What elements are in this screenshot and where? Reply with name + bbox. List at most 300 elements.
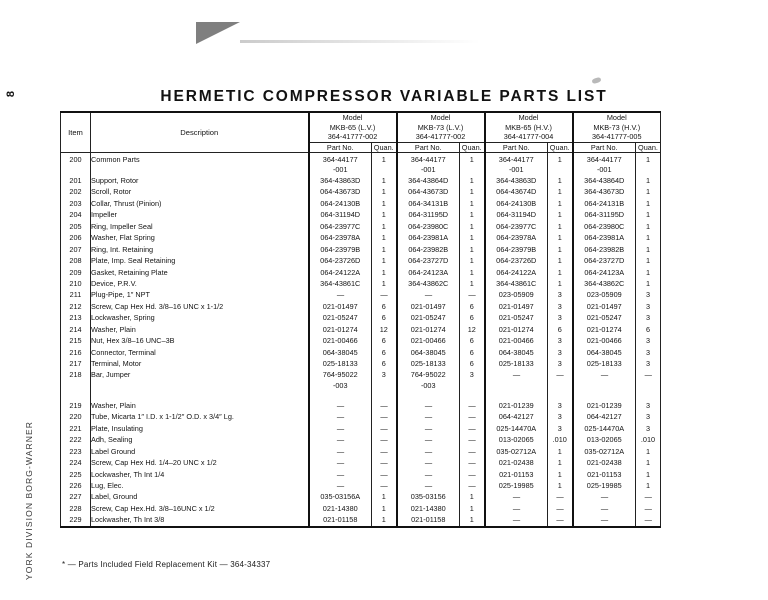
cell-quantity: 1 — [636, 445, 661, 456]
cell-part-number: 035-03156A — [309, 491, 372, 502]
table-header — [61, 112, 661, 153]
cell-quantity: 3 — [548, 335, 573, 346]
cell-description: Scroll, Rotor — [91, 186, 309, 197]
cell-quantity: 1 — [372, 243, 397, 254]
table-row — [61, 153, 661, 165]
cell-quantity: 3 — [636, 301, 661, 312]
cell-part-number: 013-02065 — [573, 434, 636, 445]
cell-description: Washer, Flat Spring — [91, 232, 309, 243]
cell-quantity: 3 — [636, 423, 661, 434]
cell-part-number: 025-14470A — [485, 423, 548, 434]
cell-part-number: — — [309, 423, 372, 434]
cell-item-number: 211 — [61, 289, 91, 300]
cell-item-number: 228 — [61, 503, 91, 514]
cell-description: Support, Rotor — [91, 175, 309, 186]
cell-part-number: 025-18133 — [573, 358, 636, 369]
cell-quantity: 1 — [372, 266, 397, 277]
cell-part-number: — — [397, 445, 460, 456]
cell-quantity: .010 — [548, 434, 573, 445]
table-row — [61, 400, 661, 411]
model-header-3 — [485, 112, 573, 142]
table-row — [61, 221, 661, 232]
table-row — [61, 369, 661, 380]
cell-quantity: 1 — [372, 491, 397, 502]
cell-quantity: — — [548, 503, 573, 514]
cell-quantity: 1 — [460, 514, 485, 526]
cell-description-continuation — [91, 381, 309, 391]
cell-description: Tube, Micarta 1″ I.D. x 1-1/2″ O.D. x 3/4″ Lg. — [91, 411, 309, 422]
cell-part-number: 064-31195D — [573, 209, 636, 220]
table-row — [61, 266, 661, 277]
model-number-2: 364-41777-002 — [415, 132, 466, 142]
cell-quantity: — — [372, 480, 397, 491]
scan-artifact-speck — [591, 77, 601, 85]
cell-quantity: 1 — [636, 480, 661, 491]
cell-quantity: — — [460, 457, 485, 468]
cell-quantity: 1 — [636, 232, 661, 243]
cell-part-number: — — [309, 434, 372, 445]
cell-description: Washer, Plain — [91, 400, 309, 411]
column-header-quan-4: Quan. — [636, 142, 661, 153]
cell-item-number: 208 — [61, 255, 91, 266]
cell-part-number: 021-02438 — [485, 457, 548, 468]
cell-item-number: 202 — [61, 186, 91, 197]
cell-part-number: 021-01497 — [573, 301, 636, 312]
column-header-part-no-1: Part No. — [309, 142, 372, 153]
cell-quantity: 3 — [636, 335, 661, 346]
cell-quantity: — — [636, 491, 661, 502]
cell-description: Device, P.R.V. — [91, 278, 309, 289]
spacer-cell — [636, 391, 661, 400]
table-row — [61, 346, 661, 357]
model-header-1 — [309, 112, 397, 142]
cell-item-number: 209 — [61, 266, 91, 277]
cell-quantity: — — [460, 434, 485, 445]
cell-quantity-continuation — [548, 165, 573, 175]
cell-part-number: 025-14470A — [573, 423, 636, 434]
cell-quantity: 1 — [372, 503, 397, 514]
cell-description: Screw, Cap Hex.Hd. 3/8–16UNC x 1/2 — [91, 503, 309, 514]
cell-part-number: 025-19985 — [485, 480, 548, 491]
cell-part-number: 064-24130B — [485, 198, 548, 209]
cell-quantity: 3 — [460, 369, 485, 380]
cell-quantity: 6 — [460, 346, 485, 357]
cell-quantity: 1 — [460, 491, 485, 502]
table-row — [61, 232, 661, 243]
cell-part-number: 021-00466 — [485, 335, 548, 346]
cell-part-number: — — [573, 369, 636, 380]
cell-item-number: 217 — [61, 358, 91, 369]
cell-part-number-suffix: -001 — [485, 165, 548, 175]
cell-part-number: 021-01274 — [573, 324, 636, 335]
cell-part-number: 025-18133 — [397, 358, 460, 369]
spacer-cell — [460, 391, 485, 400]
cell-item-number: 224 — [61, 457, 91, 468]
cell-quantity: 1 — [548, 445, 573, 456]
cell-quantity: 3 — [372, 369, 397, 380]
cell-description: Lockwasher, Th Int 1/4 — [91, 468, 309, 479]
cell-part-number-suffix: -001 — [573, 165, 636, 175]
spacer-cell — [91, 391, 309, 400]
cell-part-number: 064-24123A — [397, 266, 460, 277]
cell-part-number: 064-31194D — [309, 209, 372, 220]
cell-quantity: 3 — [548, 346, 573, 357]
column-header-part-no-3: Part No. — [485, 142, 548, 153]
cell-part-number: 064-23982B — [573, 243, 636, 254]
cell-quantity: 3 — [548, 400, 573, 411]
cell-quantity: 3 — [548, 358, 573, 369]
spacer-cell — [397, 391, 460, 400]
cell-description: Impeller — [91, 209, 309, 220]
cell-part-number: 021-02438 — [573, 457, 636, 468]
cell-description: Plug-Pipe, 1″ NPT — [91, 289, 309, 300]
model-number-1: 364-41777-002 — [327, 132, 378, 142]
cell-part-number: — — [309, 411, 372, 422]
cell-quantity: 1 — [636, 278, 661, 289]
cell-part-number: 064-23726D — [309, 255, 372, 266]
cell-description: Adh, Sealing — [91, 434, 309, 445]
cell-quantity: — — [548, 369, 573, 380]
cell-part-number: 021-01274 — [485, 324, 548, 335]
cell-quantity: 1 — [548, 457, 573, 468]
cell-part-number: 064-31195D — [397, 209, 460, 220]
cell-part-number: 021-01153 — [573, 468, 636, 479]
model-label-2: Model — [430, 113, 451, 122]
cell-part-number: — — [309, 400, 372, 411]
model-number-3: 364-41777-004 — [503, 132, 554, 142]
table-row — [61, 491, 661, 502]
cell-quantity: — — [372, 423, 397, 434]
model-name-3: MKB-65 (H.V.) — [505, 122, 552, 132]
table-row — [61, 457, 661, 468]
cell-part-number: 025-18133 — [309, 358, 372, 369]
cell-quantity: 1 — [372, 175, 397, 186]
cell-quantity: 3 — [548, 312, 573, 323]
table-row-continuation — [61, 165, 661, 175]
cell-part-number: 021-01239 — [573, 400, 636, 411]
cell-quantity: 1 — [372, 209, 397, 220]
cell-part-number: 064-42127 — [485, 411, 548, 422]
column-header-item: Item — [61, 112, 91, 153]
table-row — [61, 335, 661, 346]
cell-quantity: 6 — [460, 335, 485, 346]
cell-quantity: 1 — [548, 153, 573, 165]
table-row — [61, 434, 661, 445]
cell-quantity: 1 — [636, 198, 661, 209]
cell-quantity: 1 — [636, 175, 661, 186]
cell-part-number: 064-24131B — [573, 198, 636, 209]
cell-quantity-continuation — [372, 165, 397, 175]
cell-quantity: 1 — [636, 457, 661, 468]
table-row — [61, 301, 661, 312]
cell-part-number: 025-19985 — [573, 480, 636, 491]
cell-item-number: 225 — [61, 468, 91, 479]
table-row — [61, 411, 661, 422]
publisher-imprint: YORK DIVISION BORG-WARNER — [24, 421, 34, 580]
cell-part-number: — — [485, 491, 548, 502]
cell-part-number: — — [573, 503, 636, 514]
cell-part-number: 021-00466 — [309, 335, 372, 346]
cell-quantity: 6 — [372, 312, 397, 323]
cell-quantity: 3 — [548, 423, 573, 434]
cell-quantity: 1 — [636, 186, 661, 197]
cell-quantity: 1 — [372, 186, 397, 197]
cell-quantity: 6 — [372, 335, 397, 346]
cell-item-number: 218 — [61, 369, 91, 380]
table-body — [61, 153, 661, 527]
cell-part-number: 064-38045 — [309, 346, 372, 357]
cell-description: Washer, Plain — [91, 324, 309, 335]
cell-quantity: 12 — [372, 324, 397, 335]
cell-quantity: 1 — [548, 243, 573, 254]
cell-quantity: 3 — [636, 346, 661, 357]
cell-part-number: 364-43862C — [573, 278, 636, 289]
cell-quantity: — — [372, 289, 397, 300]
cell-part-number: 021-00466 — [397, 335, 460, 346]
cell-part-number: 064-38045 — [397, 346, 460, 357]
cell-part-number: — — [485, 369, 548, 380]
cell-part-number: 364-44177 — [309, 153, 372, 165]
cell-quantity: — — [460, 289, 485, 300]
cell-description: Ring, Impeller Seal — [91, 221, 309, 232]
cell-quantity: — — [636, 514, 661, 526]
cell-part-number: 364-43673D — [573, 186, 636, 197]
cell-part-number: 364-43861C — [485, 278, 548, 289]
table-row — [61, 198, 661, 209]
cell-quantity: 1 — [372, 514, 397, 526]
cell-item-number: 227 — [61, 491, 91, 502]
cell-item-number: 226 — [61, 480, 91, 491]
cell-quantity: — — [372, 468, 397, 479]
cell-part-number: — — [309, 480, 372, 491]
cell-quantity: 1 — [548, 278, 573, 289]
cell-quantity: 1 — [636, 468, 661, 479]
cell-item-number: 203 — [61, 198, 91, 209]
spacer-cell — [485, 391, 548, 400]
cell-quantity-continuation — [460, 165, 485, 175]
cell-quantity: — — [548, 514, 573, 526]
cell-quantity: 6 — [636, 324, 661, 335]
cell-item-number: 206 — [61, 232, 91, 243]
cell-part-number: 064-43673D — [309, 186, 372, 197]
cell-quantity: 1 — [548, 209, 573, 220]
cell-part-number: — — [573, 514, 636, 526]
cell-quantity: 1 — [636, 243, 661, 254]
cell-quantity: 1 — [636, 209, 661, 220]
cell-quantity: 1 — [548, 232, 573, 243]
cell-quantity: — — [372, 445, 397, 456]
cell-quantity: 1 — [460, 243, 485, 254]
cell-part-number: 064-34131B — [397, 198, 460, 209]
cell-part-number-suffix — [485, 381, 548, 391]
cell-part-number: 021-14380 — [309, 503, 372, 514]
cell-quantity: 3 — [636, 312, 661, 323]
cell-quantity: 1 — [460, 209, 485, 220]
cell-part-number: 064-23977C — [309, 221, 372, 232]
table-row — [61, 278, 661, 289]
cell-quantity: 1 — [372, 232, 397, 243]
cell-part-number-suffix: -003 — [397, 381, 460, 391]
cell-quantity-continuation — [460, 381, 485, 391]
cell-description: Collar, Thrust (Pinion) — [91, 198, 309, 209]
cell-description: Terminal, Motor — [91, 358, 309, 369]
cell-part-number: 025-18133 — [485, 358, 548, 369]
cell-item-number: 219 — [61, 400, 91, 411]
cell-part-number: 064-38045 — [573, 346, 636, 357]
cell-part-number: — — [309, 457, 372, 468]
cell-quantity: — — [372, 434, 397, 445]
cell-part-number: 064-23977C — [485, 221, 548, 232]
model-header-2 — [397, 112, 485, 142]
cell-part-number: 364-43864D — [397, 175, 460, 186]
page-title: HERMETIC COMPRESSOR VARIABLE PARTS LIST — [160, 88, 608, 105]
cell-part-number-suffix — [573, 381, 636, 391]
cell-quantity: 6 — [548, 324, 573, 335]
cell-item-number: 212 — [61, 301, 91, 312]
cell-item-number: 220 — [61, 411, 91, 422]
cell-part-number: — — [397, 434, 460, 445]
cell-part-number: 064-23979B — [309, 243, 372, 254]
cell-part-number: — — [485, 503, 548, 514]
cell-quantity: 1 — [372, 278, 397, 289]
table-spacer-row — [61, 391, 661, 400]
cell-item-number: 222 — [61, 434, 91, 445]
cell-quantity: 1 — [372, 153, 397, 165]
cell-part-number: 064-23978A — [309, 232, 372, 243]
cell-quantity: 1 — [460, 503, 485, 514]
cell-part-number: 021-01497 — [485, 301, 548, 312]
table-row — [61, 186, 661, 197]
cell-part-number: 023-05909 — [485, 289, 548, 300]
cell-part-number: — — [309, 445, 372, 456]
cell-part-number: — — [397, 480, 460, 491]
cell-quantity: — — [460, 411, 485, 422]
cell-part-number: 021-05247 — [485, 312, 548, 323]
cell-quantity: 1 — [460, 232, 485, 243]
cell-item-number-continuation — [61, 381, 91, 391]
table-row-continuation — [61, 381, 661, 391]
scan-artifact-triangle — [196, 22, 240, 44]
cell-quantity: 6 — [372, 358, 397, 369]
cell-part-number: 364-44177 — [485, 153, 548, 165]
cell-part-number: — — [397, 423, 460, 434]
cell-quantity: — — [636, 503, 661, 514]
cell-item-number: 210 — [61, 278, 91, 289]
cell-part-number: 035-03156 — [397, 491, 460, 502]
cell-part-number: 064-24123A — [573, 266, 636, 277]
cell-description: Gasket, Retaining Plate — [91, 266, 309, 277]
cell-part-number: 064-23981A — [573, 232, 636, 243]
cell-quantity: 1 — [460, 221, 485, 232]
cell-part-number: 035-02712A — [573, 445, 636, 456]
cell-description: Plate, Insulating — [91, 423, 309, 434]
cell-quantity: — — [460, 480, 485, 491]
cell-quantity: — — [460, 445, 485, 456]
cell-part-number: 064-23982B — [397, 243, 460, 254]
cell-quantity: 1 — [548, 186, 573, 197]
cell-quantity: 1 — [372, 198, 397, 209]
spacer-cell — [372, 391, 397, 400]
cell-part-number: 064-24122A — [309, 266, 372, 277]
cell-part-number: 364-44177 — [397, 153, 460, 165]
cell-quantity: 1 — [548, 255, 573, 266]
cell-item-number: 207 — [61, 243, 91, 254]
cell-part-number: 064-23978A — [485, 232, 548, 243]
cell-quantity: 3 — [636, 358, 661, 369]
cell-part-number: — — [397, 468, 460, 479]
cell-part-number: 021-01497 — [309, 301, 372, 312]
cell-description: Lug, Elec. — [91, 480, 309, 491]
cell-description-continuation — [91, 165, 309, 175]
cell-part-number: 064-23979B — [485, 243, 548, 254]
table-row — [61, 468, 661, 479]
table-row — [61, 175, 661, 186]
cell-quantity: 3 — [636, 400, 661, 411]
cell-part-number: 021-05247 — [309, 312, 372, 323]
cell-item-number: 215 — [61, 335, 91, 346]
cell-item-number: 221 — [61, 423, 91, 434]
cell-part-number: 064-43673D — [397, 186, 460, 197]
cell-description: Screw, Cap Hex Hd. 3/8–16 UNC x 1-1/2 — [91, 301, 309, 312]
model-label-1: Model — [342, 113, 363, 122]
cell-quantity-continuation — [548, 381, 573, 391]
cell-part-number: 364-43864D — [573, 175, 636, 186]
spacer-cell — [548, 391, 573, 400]
cell-quantity-continuation — [372, 381, 397, 391]
column-header-quan-2: Quan. — [460, 142, 485, 153]
spacer-cell — [309, 391, 372, 400]
cell-quantity: — — [460, 423, 485, 434]
cell-part-number: 364-44177 — [573, 153, 636, 165]
column-header-quan-1: Quan. — [372, 142, 397, 153]
cell-part-number: 064-24122A — [485, 266, 548, 277]
cell-part-number: 064-42127 — [573, 411, 636, 422]
cell-item-number: 204 — [61, 209, 91, 220]
cell-quantity-continuation — [636, 381, 661, 391]
cell-part-number: 364-43863D — [309, 175, 372, 186]
cell-part-number: 764-95022 — [309, 369, 372, 380]
cell-item-number: 201 — [61, 175, 91, 186]
cell-quantity: 6 — [372, 346, 397, 357]
cell-part-number: 021-05247 — [573, 312, 636, 323]
cell-part-number: 021-14380 — [397, 503, 460, 514]
cell-part-number: 364-43862C — [397, 278, 460, 289]
cell-quantity: 6 — [460, 358, 485, 369]
cell-part-number: 021-05247 — [397, 312, 460, 323]
cell-quantity: — — [372, 400, 397, 411]
model-name-2: MKB-73 (L.V.) — [417, 122, 464, 132]
cell-item-number: 213 — [61, 312, 91, 323]
cell-part-number: 064-23726D — [485, 255, 548, 266]
cell-quantity: 3 — [636, 289, 661, 300]
cell-quantity: 12 — [460, 324, 485, 335]
cell-quantity: 1 — [460, 186, 485, 197]
cell-part-number: 021-00466 — [573, 335, 636, 346]
cell-part-number-suffix: -003 — [309, 381, 372, 391]
cell-quantity: — — [636, 369, 661, 380]
table-row — [61, 255, 661, 266]
model-label-3: Model — [518, 113, 539, 122]
cell-part-number: 064-23981A — [397, 232, 460, 243]
cell-part-number: 064-31194D — [485, 209, 548, 220]
table-row — [61, 480, 661, 491]
cell-part-number: 064-43674D — [485, 186, 548, 197]
cell-quantity: 1 — [548, 175, 573, 186]
footnote: * — Parts Included Field Replacement Kit — 364-34337 — [62, 560, 271, 569]
cell-description: Lockwasher, Th Int 3/8 — [91, 514, 309, 526]
cell-quantity: 1 — [372, 255, 397, 266]
cell-part-number: — — [309, 289, 372, 300]
